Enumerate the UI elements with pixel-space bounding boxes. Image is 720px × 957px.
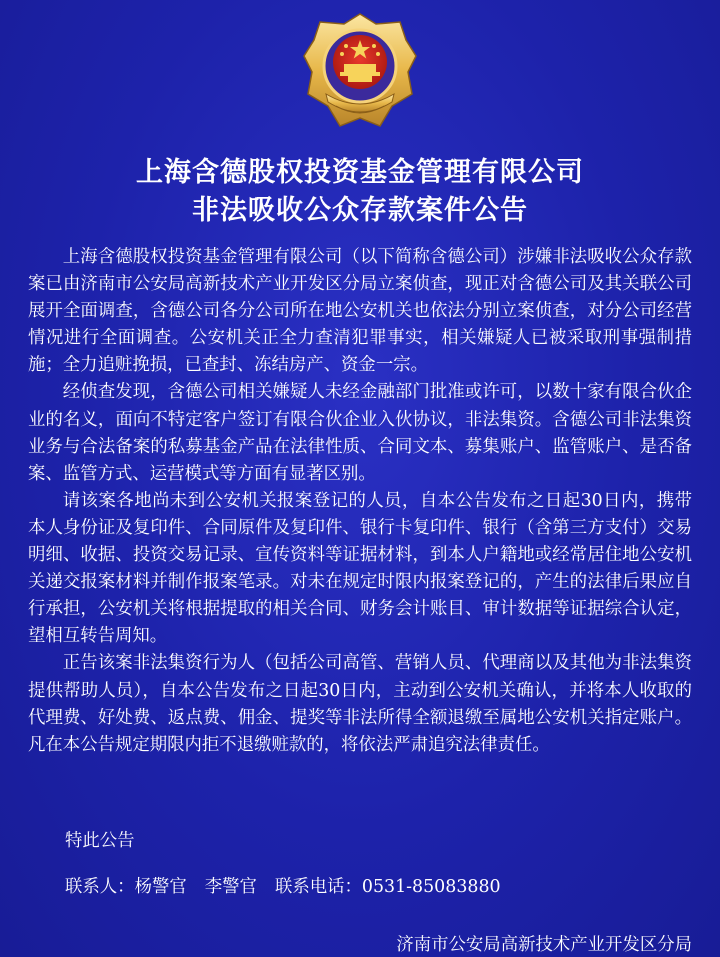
issuer-signoff: 济南市公安局高新技术产业开发区分局 [396,935,692,955]
police-emblem-icon [296,10,424,136]
notice-paragraph: 经侦查发现，含德公司相关嫌疑人未经金融部门批准或许可，以数十家有限合伙企业的名义，面向不特定客户签订有限合伙企业入伙协议，非法集资。含德公司非法集资业务与合法备案的私募基金产品在法律性质、合同文本、募集账户、监管账户、是否备案、监管方式、运营模式等方面有显著区别。 [28,382,692,484]
contact-label: 联系人： [65,877,135,897]
notice-paragraph: 请该案各地尚未到公安机关报案登记的人员，自本公告发布之日起30日内，携带本人身份证及复印件、合同原件及复印件、银行卡复印件、银行（含第三方支付）交易明细、收据、投资交易记录、宣传资料等证据材料，到本人户籍地或经常居住地公安机关递交报案材料并制作报案笔录。对未在规定时限内报案登记的，产生的法律后果应自行承担，公安机关将根据提取的相关合同、财务会计账目、审计数据等证据综合认定，望相互转告周知。 [28,490,692,647]
phone-number: 0531-85083880 [361,877,501,897]
notice-title-line1: 上海含德股权投资基金管理有限公司 [136,157,584,188]
notice-paragraph: 上海含德股权投资基金管理有限公司（以下简称含德公司）涉嫌非法吸收公众存款案已由济南市公安局高新技术产业开发区分局立案侦查，现正对含德公司及其关联公司展开全面调查，含德公司各分公司所在地公安机关也依法分别立案侦查，对分公司经营情况进行全面调查。公安机关正全力查清犯罪事实，相关嫌疑人已被采取刑事强制措施；全力追赃挽损，已查封、冻结房产、资金一宗。 [28,247,692,376]
notice-body [28,244,692,759]
phone-label: 联系电话： [274,877,362,897]
contact-person-1: 杨警官 [134,877,187,897]
closing-text: 特此公告 [65,831,135,851]
notice-paragraph: 正告该案非法集资行为人（包括公司高管、营销人员、代理商以及其他为非法集资提供帮助人员），自本公告发布之日起30日内，主动到公安机关确认，并将本人收取的代理费、好处费、返点费、佣金、提奖等非法所得全额退缴至属地公安机关指定账户。凡在本公告规定期限内拒不退缴赃款的，将依法严肃追究法律责任。 [28,653,692,755]
contact-line [65,872,501,897]
contact-person-2: 李警官 [204,877,257,897]
notice-title-line2: 非法吸收公众存款案件公告 [192,195,528,226]
